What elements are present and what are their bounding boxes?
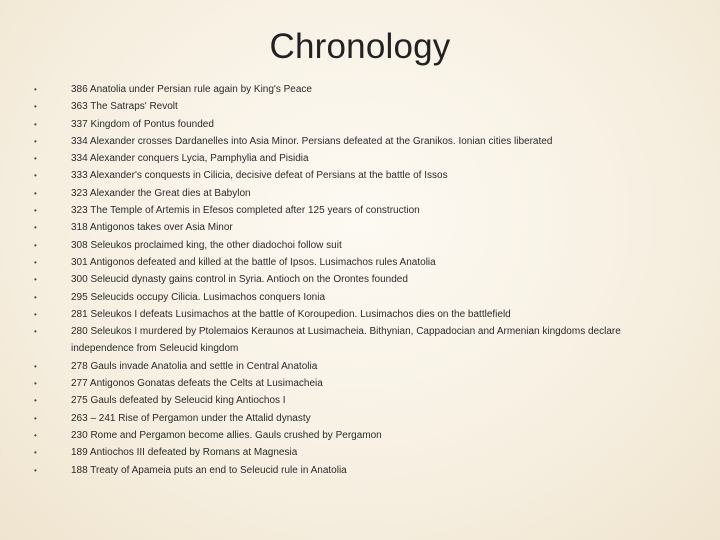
bullet-icon: • [34,257,37,267]
list-item [34,81,684,98]
list-item [34,306,684,323]
bullet-icon: • [34,240,37,250]
list-item [34,202,684,219]
bullet-icon: • [34,136,37,146]
list-item-text: 275 Gauls defeated by Seleucid king Antiochos I [71,395,286,407]
list-item-text: 301 Antigonos defeated and killed at the battle of Ipsos. Lusimachos rules Anatolia [71,256,436,268]
list-item-text: 189 Antiochos III defeated by Romans at Magnesia [71,447,298,459]
list-item-text: 333 Alexander's conquests in Cilicia, decisive defeat of Persians at the battle of Issos [71,170,448,182]
list-item-text: 263 – 241 Rise of Pergamon under the Attalid dynasty [71,412,311,424]
list-item-text: 308 Seleukos proclaimed king, the other diadochoi follow suit [71,239,342,251]
list-item [34,116,684,133]
list-item [34,98,684,115]
list-item-text: 323 Alexander the Great dies at Babylon [71,187,251,199]
bullet-icon: • [34,223,37,233]
list-item [34,167,684,184]
bullet-icon: • [34,171,37,181]
bullet-icon: • [34,102,37,112]
bullet-icon: • [34,188,37,198]
list-item-text: 334 Alexander conquers Lycia, Pamphylia and Pisidia [71,153,309,165]
list-item [34,410,684,427]
list-item [34,237,684,254]
bullet-icon: • [34,292,37,302]
bullet-icon: • [34,275,37,285]
bullet-icon: • [34,154,37,164]
bullet-icon: • [34,379,37,389]
list-item [34,323,684,358]
list-item-text: 277 Antigonos Gonatas defeats the Celts at Lusimacheia [71,378,323,390]
list-item-text: 188 Treaty of Apameia puts an end to Seleucid rule in Anatolia [71,464,347,476]
list-item [34,150,684,167]
bullet-icon: • [34,206,37,216]
bullet-icon: • [34,309,37,319]
list-item-text: 281 Seleukos I defeats Lusimachos at the battle of Koroupedion. Lusimachos dies on the battlefield [71,308,511,320]
list-item [34,462,684,479]
list-item [34,133,684,150]
list-item [34,427,684,444]
list-item-text: 300 Seleucid dynasty gains control in Syria. Antioch on the Orontes founded [71,274,408,286]
list-item-text: 337 Kingdom of Pontus founded [71,118,214,130]
list-item [34,219,684,236]
list-item [34,289,684,306]
list-item-text: 318 Antigonos takes over Asia Minor [71,222,233,234]
list-item-text: 280 Seleukos I murdered by Ptolemaios Keraunos at Lusimacheia. Bithynian, Cappadocian and Armenian kingdoms declare independence from Seleucid kingdom [71,326,621,355]
bullet-icon: • [34,448,37,458]
slide-title: Chronology [269,27,451,66]
list-item-text: 295 Seleucids occupy Cilicia. Lusimachos conquers Ionia [71,291,326,303]
bullet-icon: • [34,413,37,423]
list-item-text: 386 Anatolia under Persian rule again by King's Peace [71,84,312,95]
list-item [34,358,684,375]
bullet-icon: • [34,119,37,129]
chronology-list [34,81,684,479]
bullet-icon: • [34,430,37,440]
bullet-icon: • [34,327,37,337]
list-item-text: 363 The Satraps' Revolt [71,101,178,113]
bullet-icon: • [34,361,37,371]
bullet-icon: • [34,465,37,475]
list-item [34,392,684,409]
list-item [34,185,684,202]
list-item [34,444,684,461]
bullet-icon: • [34,85,37,94]
list-item-text: 323 The Temple of Artemis in Efesos completed after 125 years of construction [71,205,420,217]
list-item [34,254,684,271]
bullet-icon: • [34,396,37,406]
list-item-text: 230 Rome and Pergamon become allies. Gauls crushed by Pergamon [71,429,382,441]
list-item [34,375,684,392]
list-item-text: 278 Gauls invade Anatolia and settle in Central Anatolia [71,360,318,372]
list-item-text: 334 Alexander crosses Dardanelles into Asia Minor. Persians defeated at the Granikos. Ionian cities liberated [71,135,553,147]
list-item [34,271,684,288]
